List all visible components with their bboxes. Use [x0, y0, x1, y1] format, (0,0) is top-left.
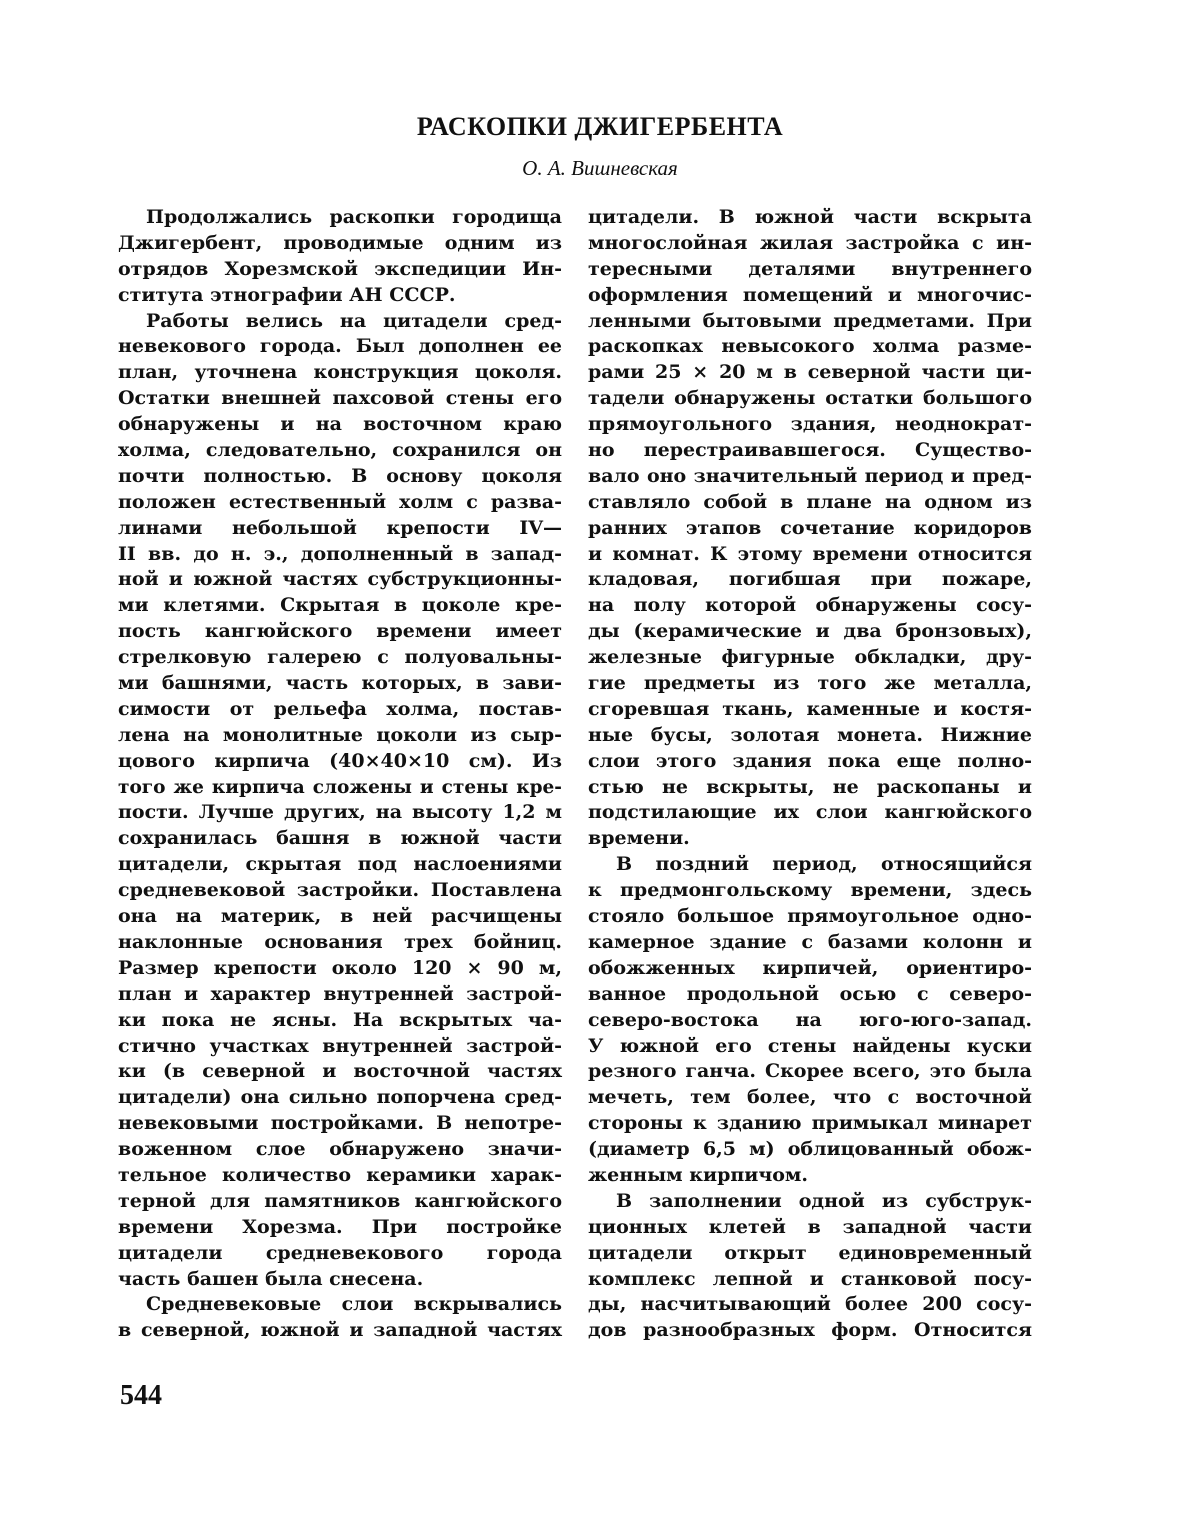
text-line: ститута этнографии АН СССР.	[118, 283, 456, 306]
text-line: гие предметы из того же металла,	[588, 672, 1032, 695]
page-number: 544	[120, 1380, 162, 1411]
text-line: воженном слое обнаружено значи-	[118, 1138, 562, 1161]
text-line: в северной, южной и западной частях	[118, 1319, 562, 1342]
text-line: Джигербент, проводимые одним из	[118, 231, 562, 254]
text-line: Остатки внешней пахсовой стены его	[118, 387, 562, 410]
text-line: стороны к зданию примыкал минарет	[588, 1112, 1032, 1135]
text-line: времени Хорезма. При постройке	[118, 1215, 562, 1238]
text-column-left	[118, 205, 562, 1344]
text-line: ми клетями. Скрытая в цоколе кре-	[118, 594, 562, 617]
text-line: мечеть, тем более, что с восточной	[588, 1086, 1032, 1109]
text-line: к предмонгольскому времени, здесь	[588, 879, 1032, 902]
text-line: резного ганча. Скорее всего, это была	[588, 1060, 1032, 1083]
text-line: Продолжались раскопки городища	[146, 206, 562, 228]
text-line: времени.	[588, 827, 690, 850]
text-line: ной и южной частях субструкционны-	[118, 568, 562, 591]
text-line: В поздний период, относящийся	[616, 853, 1032, 876]
text-line: рами 25 × 20 м в северной части ци-	[588, 361, 1032, 384]
text-line: невекового города. Был дополнен ее	[118, 335, 562, 358]
text-line: терной для памятников кангюйского	[118, 1189, 562, 1212]
text-line: симости от рельефа холма, постав-	[118, 697, 562, 720]
text-line: ставляло собой в плане на одном из	[588, 490, 1032, 513]
text-line: отрядов Хорезмской экспедиции Ин-	[118, 257, 562, 280]
text-line: Средневековые слои вскрывались	[146, 1293, 562, 1316]
text-line: ционных клетей в западной части	[588, 1215, 1032, 1238]
text-line: ки (в северной и восточной частях	[118, 1060, 562, 1083]
text-line: ки пока не ясны. На вскрытых ча-	[118, 1008, 562, 1031]
text-line: слои этого здания пока еще полно-	[588, 749, 1032, 772]
text-line: кладовая, погибшая при пожаре,	[588, 568, 1032, 591]
text-line: и комнат. К этому времени относится	[588, 542, 1032, 565]
text-line: ды, насчитывающий более 200 сосу-	[588, 1293, 1032, 1316]
text-line: раскопках невысокого холма разме-	[588, 335, 1032, 358]
text-line: У южной его стены найдены куски	[588, 1034, 1032, 1057]
text-line: Работы велись на цитадели сред-	[146, 309, 562, 332]
text-line: но перестраивавшегося. Существо-	[588, 439, 1032, 462]
text-line: ранних этапов сочетание коридоров	[588, 516, 1032, 539]
text-line: стью не вскрыты, не раскопаны и	[588, 775, 1032, 798]
text-line: камерное здание с базами колонн и	[588, 930, 1032, 953]
text-line: линами небольшой крепости IV—	[118, 516, 562, 539]
text-line: II вв. до н. э., дополненный в запад-	[118, 542, 562, 565]
text-line: стояло большое прямоугольное одно-	[588, 905, 1032, 928]
text-line: Размер крепости около 120 × 90 м,	[118, 956, 562, 979]
text-line: вало оно значительный период и пред-	[588, 464, 1032, 487]
text-line: пость кангюйского времени имеет	[118, 620, 562, 643]
text-line: железные фигурные обкладки, дру-	[588, 646, 1032, 669]
text-line: сгоревшая ткань, каменные и костя-	[588, 697, 1032, 720]
text-line: тельное количество керамики харак-	[118, 1163, 562, 1186]
text-line: невековыми постройками. В непотре-	[118, 1112, 562, 1135]
text-line: план, уточнена конструкция цоколя.	[118, 361, 562, 384]
text-line: средневековой застройки. Поставлена	[118, 879, 562, 902]
text-line: сохранилась башня в южной части	[118, 827, 562, 850]
text-line: положен естественный холм с разва-	[118, 490, 562, 513]
text-line: В заполнении одной из субструк-	[616, 1189, 1032, 1212]
text-line: цитадели средневекового города	[118, 1241, 562, 1264]
text-line: ды (керамические и два бронзовых),	[588, 620, 1032, 643]
text-line: цового кирпича (40×40×10 см). Из	[118, 749, 562, 772]
text-line: план и характер внутренней застрой-	[118, 982, 562, 1005]
text-line: на полу которой обнаружены сосу-	[588, 594, 1032, 617]
text-line: того же кирпича сложены и стены кре-	[118, 776, 562, 798]
article-author: О. А. Вишневская	[522, 156, 678, 180]
text-line: подстилающие их слои кангюйского	[588, 801, 1032, 824]
text-line: ные бусы, золотая монета. Нижние	[588, 723, 1032, 746]
text-line: (диаметр 6,5 м) облицованный обож-	[588, 1138, 1032, 1161]
text-line: тадели обнаружены остатки большого	[588, 387, 1032, 410]
text-line: стично участках внутренней застрой-	[118, 1034, 562, 1057]
text-line: холма, следовательно, сохранился он	[118, 439, 562, 462]
text-line: многослойная жилая застройка с ин-	[588, 231, 1032, 254]
text-line: пости. Лучше других, на высоту 1,2 м	[118, 801, 562, 824]
text-column-right	[588, 205, 1032, 1344]
text-line: тересными деталями внутреннего	[588, 257, 1032, 280]
text-line: цитадели) она сильно попорчена сред-	[118, 1086, 562, 1109]
text-line: женным кирпичом.	[588, 1163, 809, 1186]
text-line: стрелковую галерею с полуовальны-	[118, 646, 562, 669]
text-line: северо-востока на юго-юго-запад.	[588, 1008, 1032, 1031]
text-line: прямоугольного здания, неоднократ-	[588, 413, 1032, 436]
text-line: дов разнообразных форм. Относится	[588, 1319, 1032, 1342]
text-line: лена на монолитные цоколи из сыр-	[118, 723, 562, 746]
text-line: оформления помещений и многочис-	[588, 283, 1032, 306]
text-line: цитадели открыт единовременный	[588, 1241, 1032, 1264]
text-line: часть башен была снесена.	[118, 1267, 424, 1290]
text-line: обожженных кирпичей, ориентиро-	[588, 956, 1032, 979]
text-line: обнаружены и на восточном краю	[118, 413, 562, 436]
text-line: почти полностью. В основу цоколя	[118, 464, 562, 487]
text-line: ленными бытовыми предметами. При	[588, 309, 1032, 332]
article-title: РАСКОПКИ ДЖИГЕРБЕНТА	[416, 112, 784, 141]
text-line: комплекс лепной и станковой посу-	[588, 1267, 1032, 1290]
text-line: ми башнями, часть которых, в зави-	[118, 672, 562, 695]
text-line: она на материк, в ней расчищены	[118, 905, 562, 928]
text-line: ванное продольной осью с северо-	[588, 982, 1032, 1005]
text-line: наклонные основания трех бойниц.	[118, 930, 562, 953]
text-line: цитадели. В южной части вскрыта	[588, 206, 1032, 228]
text-line: цитадели, скрытая под наслоениями	[118, 853, 562, 876]
